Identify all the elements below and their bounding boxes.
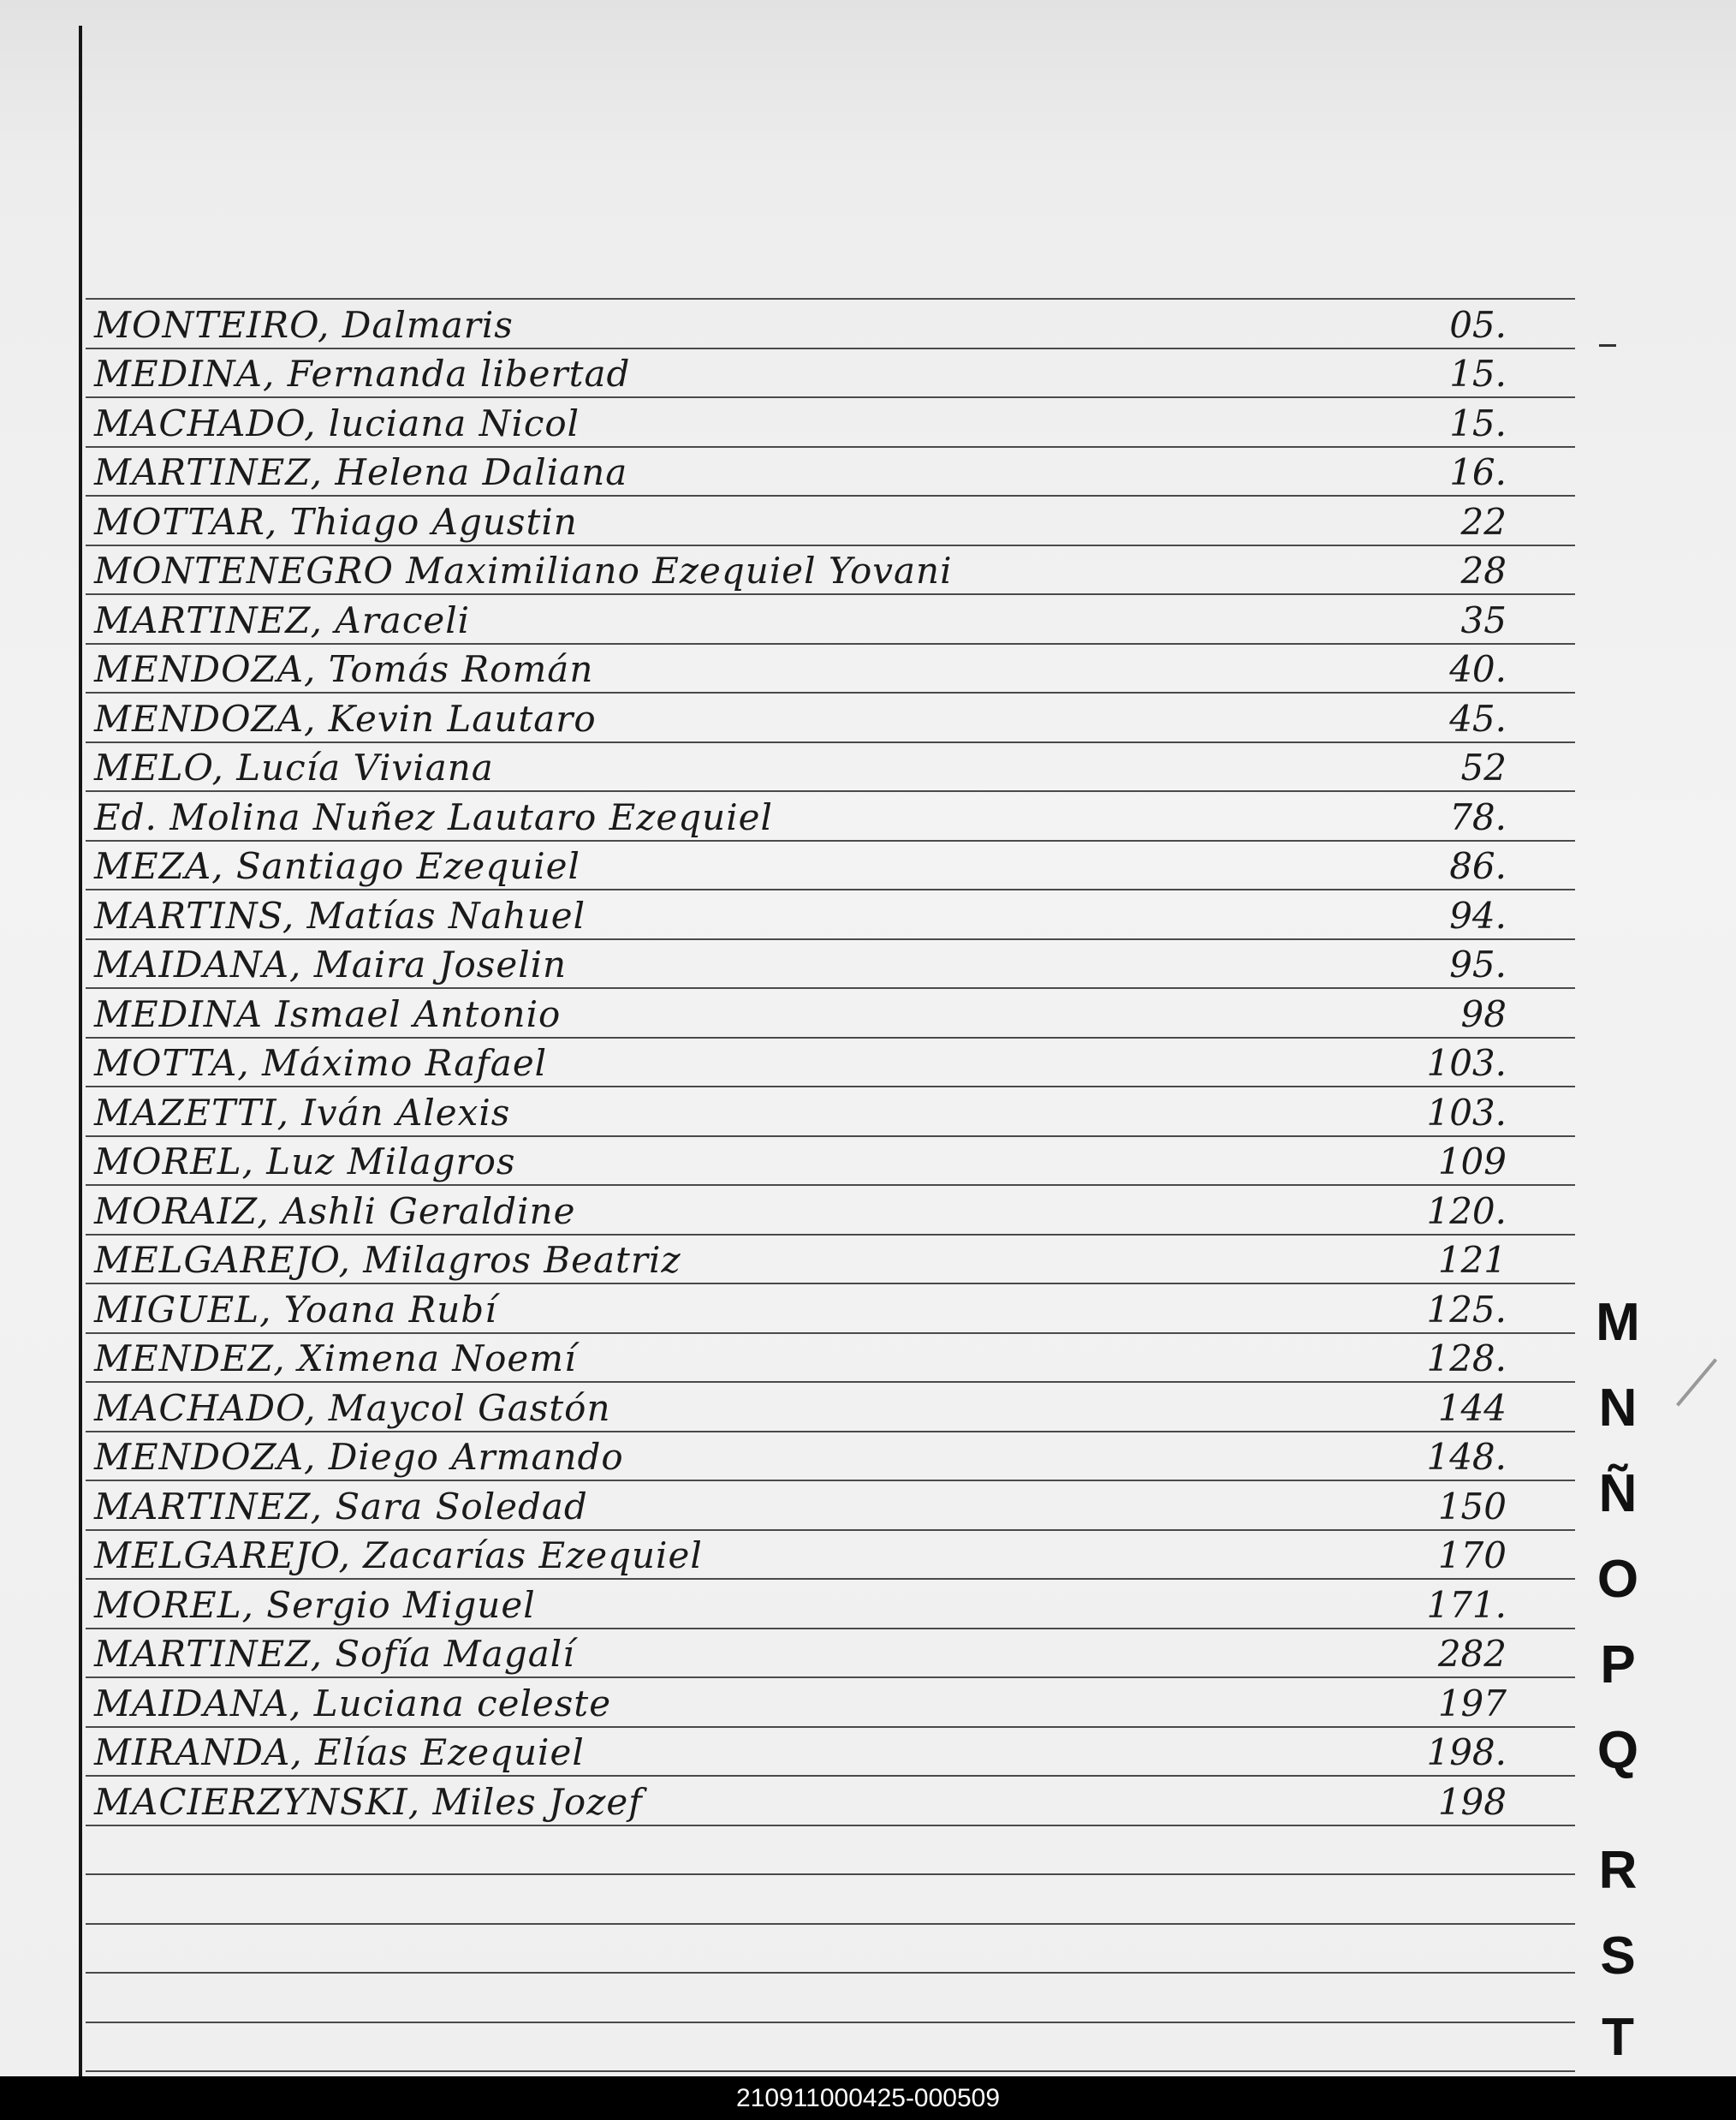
list-entry	[86, 987, 1575, 1037]
list-entry	[86, 1480, 1575, 1529]
entry-number: 198	[1437, 1781, 1507, 1823]
entry-number: 86.	[1449, 845, 1507, 887]
margin-dash	[1599, 344, 1616, 347]
index-letter[interactable]: R	[1598, 1841, 1638, 1900]
entry-number: 148.	[1426, 1436, 1507, 1478]
entry-number: 28	[1460, 550, 1507, 592]
index-letter[interactable]: Ñ	[1598, 1464, 1638, 1523]
entry-name: MEZA, Santiago Ezequiel	[94, 845, 580, 887]
entry-name: MORAIZ, Ashli Geraldine	[94, 1190, 576, 1232]
entry-name: MELO, Lucía Viviana	[94, 747, 494, 789]
entry-number: 103.	[1426, 1092, 1507, 1134]
entry-name: MAIDANA, Luciana celeste	[94, 1682, 612, 1724]
index-letter[interactable]: N	[1598, 1379, 1638, 1438]
index-letter[interactable]: P	[1600, 1635, 1636, 1694]
entry-name: MACHADO, Maycol Gastón	[94, 1387, 611, 1429]
rule-line	[86, 1825, 1575, 1826]
entry-number: 45.	[1449, 698, 1507, 740]
list-entry	[86, 1086, 1575, 1135]
entry-number: 197	[1437, 1682, 1507, 1724]
entry-name: MONTEIRO, Dalmaris	[94, 304, 514, 346]
rule-line	[86, 2022, 1575, 2023]
tab-edge	[1676, 1358, 1717, 1406]
index-letter[interactable]: S	[1600, 1926, 1636, 1986]
list-entry	[86, 1775, 1575, 1825]
entry-name: MARTINEZ, Helena Daliana	[94, 451, 628, 493]
rule-line	[86, 2070, 1575, 2072]
entry-number: 40.	[1449, 648, 1507, 690]
list-entry	[86, 445, 1575, 495]
entry-name: MIGUEL, Yoana Rubí	[94, 1289, 497, 1331]
rule-line	[86, 1923, 1575, 1925]
list-entry	[86, 347, 1575, 396]
entry-number: 125.	[1426, 1289, 1507, 1331]
entry-number: 103.	[1426, 1042, 1507, 1084]
list-entry	[86, 1233, 1575, 1283]
entry-name: MENDOZA, Tomás Román	[94, 648, 594, 690]
alphabet-index-tab[interactable]	[1588, 1293, 1648, 2076]
entry-number: 128.	[1426, 1337, 1507, 1379]
entry-name: MOREL, Sergio Miguel	[94, 1584, 536, 1626]
list-entry	[86, 1134, 1575, 1184]
entry-number: 22	[1460, 501, 1507, 543]
entry-name: MAZETTI, Iván Alexis	[94, 1092, 511, 1134]
list-entry	[86, 642, 1575, 692]
margin-line	[79, 26, 82, 2076]
index-letter[interactable]: T	[1602, 2008, 1634, 2067]
entry-number: 15.	[1449, 353, 1507, 395]
entry-number: 95.	[1449, 944, 1507, 986]
index-letter[interactable]: O	[1596, 1550, 1639, 1609]
entry-number: 15.	[1449, 402, 1507, 444]
entry-number: 170	[1437, 1534, 1507, 1576]
list-entry	[86, 1430, 1575, 1480]
list-entry	[86, 396, 1575, 446]
entry-name: MELGAREJO, Zacarías Ezequiel	[94, 1534, 703, 1576]
list-entry	[86, 1331, 1575, 1381]
list-entry	[86, 1184, 1575, 1234]
entry-name: MARTINEZ, Sofía Magalí	[94, 1633, 575, 1675]
index-letter[interactable]: Q	[1596, 1721, 1639, 1780]
index-letter[interactable]: M	[1596, 1293, 1640, 1352]
entry-name: MACIERZYNSKI, Miles Jozef	[94, 1781, 643, 1823]
list-entry	[86, 544, 1575, 593]
list-entry	[86, 1627, 1575, 1676]
entry-name: MELGAREJO, Milagros Beatriz	[94, 1239, 681, 1281]
entry-number: 121	[1437, 1239, 1507, 1281]
document-id-footer: 210911000425-000509	[0, 2076, 1736, 2120]
list-entry	[86, 1283, 1575, 1332]
list-entry	[86, 1381, 1575, 1431]
entry-name: MOREL, Luz Milagros	[94, 1140, 516, 1182]
entry-name: MOTTAR, Thiago Agustin	[94, 501, 578, 543]
list-entry	[86, 1725, 1575, 1775]
ruled-list	[86, 0, 1575, 2076]
entry-number: 282	[1437, 1633, 1507, 1675]
list-entry	[86, 298, 1575, 348]
entry-number: 94.	[1449, 895, 1507, 937]
list-entry	[86, 495, 1575, 545]
list-entry	[86, 839, 1575, 889]
list-entry	[86, 1578, 1575, 1628]
entry-name: MOTTA, Máximo Rafael	[94, 1042, 548, 1084]
entry-name: MEDINA, Fernanda libertad	[94, 353, 631, 395]
entry-name: Ed. Molina Nuñez Lautaro Ezequiel	[94, 796, 773, 838]
entry-number: 78.	[1449, 796, 1507, 838]
list-entry	[86, 741, 1575, 790]
entry-name: MAIDANA, Maira Joselin	[94, 944, 568, 986]
entry-name: MENDOZA, Diego Armando	[94, 1436, 624, 1478]
list-entry	[86, 1528, 1575, 1578]
list-entry	[86, 593, 1575, 643]
entry-number: 150	[1437, 1486, 1507, 1527]
entry-name: MENDEZ, Ximena Noemí	[94, 1337, 577, 1379]
entry-number: 35	[1460, 599, 1507, 641]
entry-name: MONTENEGRO Maximiliano Ezequiel Yovani	[94, 550, 953, 592]
entry-name: MARTINEZ, Araceli	[94, 599, 471, 641]
entry-number: 109	[1437, 1140, 1507, 1182]
list-entry	[86, 889, 1575, 938]
entry-number: 16.	[1449, 451, 1507, 493]
entry-number: 98	[1460, 993, 1507, 1035]
list-entry	[86, 692, 1575, 741]
list-entry	[86, 1036, 1575, 1086]
entry-number: 52	[1460, 747, 1507, 789]
entry-name: MEDINA Ismael Antonio	[94, 993, 562, 1035]
entry-number: 05.	[1449, 304, 1507, 346]
entry-number: 120.	[1426, 1190, 1507, 1232]
entry-name: MARTINS, Matías Nahuel	[94, 895, 586, 937]
list-entry	[86, 1676, 1575, 1726]
list-entry	[86, 938, 1575, 987]
rule-line	[86, 1873, 1575, 1875]
entry-name: MARTINEZ, Sara Soledad	[94, 1486, 588, 1527]
entry-number: 144	[1437, 1387, 1507, 1429]
list-entry	[86, 790, 1575, 840]
entry-name: MACHADO, luciana Nicol	[94, 402, 580, 444]
entry-name: MENDOZA, Kevin Lautaro	[94, 698, 597, 740]
entry-number: 171.	[1426, 1584, 1507, 1626]
entry-number: 198.	[1426, 1731, 1507, 1773]
rule-line	[86, 1972, 1575, 1974]
entry-name: MIRANDA, Elías Ezequiel	[94, 1731, 585, 1773]
